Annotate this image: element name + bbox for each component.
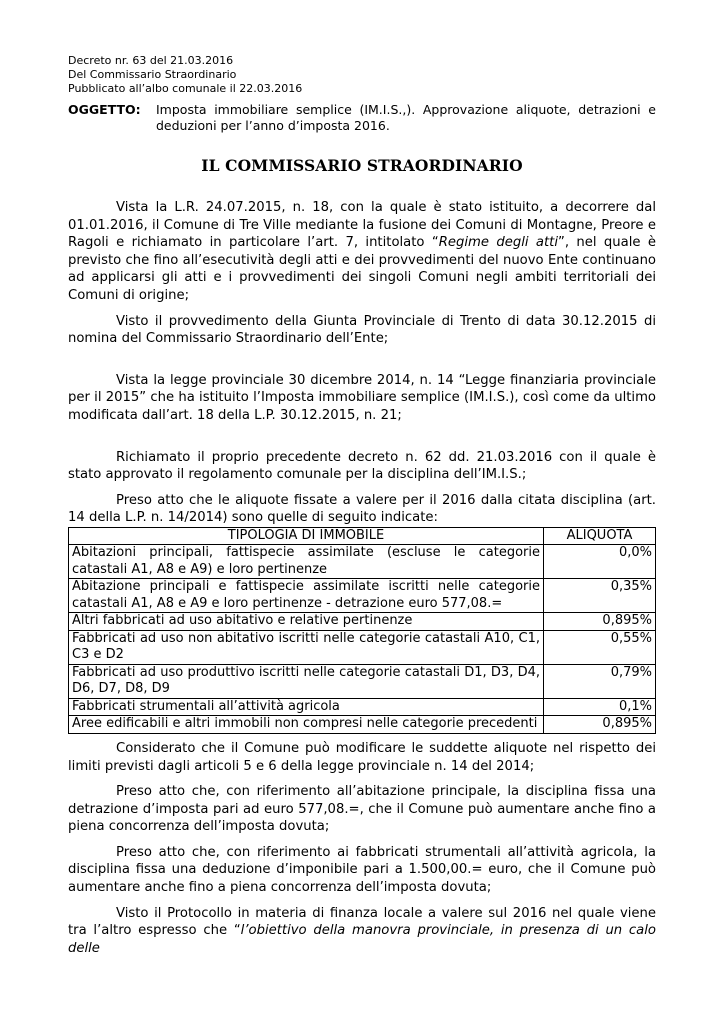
table-header-rate: ALIQUOTA [544,527,656,545]
row-description: Altri fabbricati ad uso abitativo e relative pertinenze [69,613,544,631]
decree-header [68,54,656,96]
paragraph-9-emphasis: l’obiettivo della manovra provinciale, in presenza di un calo delle [68,923,656,956]
row-description: Fabbricati ad uso produttivo iscritti nelle categorie catastali D1, D3, D4, D6, D7, D8, D9 [69,664,544,698]
row-rate: 0,895% [544,613,656,631]
row-rate: 0,55% [544,630,656,664]
paragraph-4: Richiamato il proprio precedente decreto n. 62 dd. 21.03.2016 con il quale è stato approvato il regolamento comunale per la disciplina dell’IM.I.S.; [68,449,656,483]
paragraph-1-emphasis: Regime degli atti [438,235,558,251]
row-rate: 0,1% [544,698,656,716]
paragraph-1-part-a: Vista la L.R. 24.07.2015, n. 18, con la quale è stato istituito, a decorrere dal 01.01.2016, il Comune di Tre Ville mediante la fusione dei Comuni di Montagne, Preore e Ragoli e richiamato in particolare l’art. 7, intitolato “ [68,200,656,251]
row-rate: 0,35% [544,579,656,613]
paragraph-8: Preso atto che, con riferimento ai fabbricati strumentali all’attività agricola, la disciplina fissa una deduzione d’imponibile pari a 1.500,00.= euro, che il Comune può aumentare anche fino a piena concorrenza dell’imposta dovuta; [68,844,656,896]
table-row [69,716,656,734]
row-rate: 0,0% [544,545,656,579]
paragraph-6: Considerato che il Comune può modificare le suddette aliquote nel rispetto dei limiti previsti dagli articoli 5 e 6 della legge provinciale n. 14 del 2014; [68,740,656,774]
subject-label: OGGETTO: [68,102,141,117]
table-row [69,613,656,631]
subject-text: Imposta immobiliare semplice (IM.I.S.,). Approvazione aliquote, detrazioni e deduzioni per l’anno d’imposta 2016. [156,102,656,133]
paragraph-2: Visto il provvedimento della Giunta Provinciale di Trento di data 30.12.2015 di nomina del Commissario Straordinario dell’Ente; [68,313,656,347]
table-header-type: TIPOLOGIA DI IMMOBILE [69,527,544,545]
decree-number: Decreto nr. 63 del 21.03.2016 [68,54,234,67]
paragraph-5: Preso atto che le aliquote fissate a valere per il 2016 dalla citata disciplina (art. 14 della L.P. n. 14/2014) sono quelle di seguito indicate: [68,492,656,526]
row-description: Aree edificabili e altri immobili non compresi nelle categorie precedenti [69,716,544,734]
row-description: Fabbricati ad uso non abitativo iscritti nelle categorie catastali A10, C1, C3 e D2 [69,630,544,664]
paragraph-1 [68,199,656,305]
row-description: Abitazioni principali, fattispecie assimilate (escluse le categorie catastali A1, A8 e A9) e loro pertinenze [69,545,544,579]
paragraph-3: Vista la legge provinciale 30 dicembre 2014, n. 14 “Legge finanziaria provinciale per il 2015” che ha istituito l’Imposta immobiliare semplice (IM.I.S.), così come da ultimo modificata dall’art. 18 della L.P. 30.12.2015, n. 21; [68,372,656,423]
row-rate: 0,895% [544,716,656,734]
row-rate: 0,79% [544,664,656,698]
rates-table [68,527,656,734]
paragraph-7: Preso atto che, con riferimento all’abitazione principale, la disciplina fissa una detrazione d’imposta pari ad euro 577,08.=, che il Comune può aumentare anche fino a piena concorrenza dell’imposta dovuta; [68,784,656,835]
table-header-row [69,527,656,545]
subject-block [68,102,656,134]
paragraph-1-part-b: ”, nel quale è previsto che fino all’esecutività degli atti e dei provvedimenti del nuovo Ente continuano ad applicarsi gli atti e i provvedimenti dei singoli Comuni negli ambiti territoriali dei Comuni di origine; [68,235,656,303]
paragraph-9 [68,905,656,958]
table-row [69,664,656,698]
row-description: Abitazione principali e fattispecie assimilate iscritti nelle categorie catastali A1, A8 e A9 e loro pertinenze - detrazione euro 577,08.= [69,579,544,613]
table-row [69,545,656,579]
row-description: Fabbricati strumentali all’attività agricola [69,698,544,716]
publication-date: Pubblicato all’albo comunale il 22.03.2016 [68,82,303,95]
table-row [69,579,656,613]
table-row [69,698,656,716]
document-page [68,54,656,957]
document-title: IL COMMISSARIO STRAORDINARIO [201,156,523,175]
table-row [69,630,656,664]
decree-issuer: Del Commissario Straordinario [68,68,237,81]
paragraph-9-part-a: Visto il Protocollo in materia di finanza locale a valere sul 2016 nel quale viene tra l’altro espresso che “ [68,905,656,939]
